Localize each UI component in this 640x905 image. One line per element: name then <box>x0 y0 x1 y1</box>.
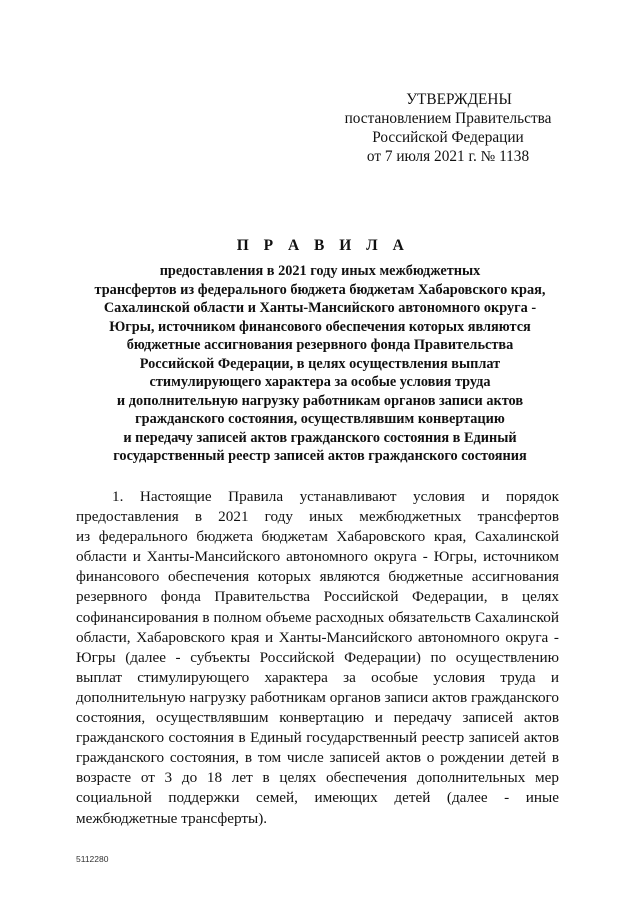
paragraph-line: гражданского состояния в Единый государственный реестр записей актов <box>76 729 559 747</box>
subtitle-line: Югры, источником финансового обеспечения которых являются <box>109 318 531 335</box>
paragraph-line: Югры (далее - субъекты Российской Федерации) по осуществлению <box>76 648 559 666</box>
subtitle-line: Российской Федерации, в целях осуществления выплат <box>139 355 501 372</box>
paragraph-line: межбюджетные трансферты). <box>76 809 268 827</box>
approval-line: постановлением Правительства <box>344 110 552 127</box>
paragraph-line: софинансирования в полном объеме расходных обязательств Сахалинской <box>76 608 559 626</box>
approval-line: Российской Федерации <box>372 129 524 146</box>
paragraph-line: предоставления в 2021 году иных межбюджетных трансфертов <box>76 508 559 526</box>
paragraph-line: области, Хабаровского края и Ханты-Мансийского автономного округа - <box>76 628 559 646</box>
approval-block <box>338 90 558 166</box>
subtitle-line: бюджетные ассигнования резервного фонда Правительства <box>126 337 514 353</box>
paragraph-line: гражданского состояния, в том числе записей актов о рождении детей в <box>76 749 559 767</box>
subtitle-line: гражданского состояния, осуществлявшим конвертацию <box>135 411 505 427</box>
subtitle-line: государственный реестр записей актов гражданского состояния <box>113 448 527 464</box>
paragraph-line: социальной поддержки семей, имеющих детей (далее - иные <box>76 789 559 807</box>
document-code: 5112280 <box>76 854 109 864</box>
paragraph-line: из федерального бюджета бюджетам Хабаровского края, Сахалинской <box>76 528 559 546</box>
paragraph-line: 1. Настоящие Правила устанавливают условия и порядок <box>112 488 559 505</box>
approval-heading: УТВЕРЖДЕНЫ <box>406 91 512 108</box>
paragraph-line: резервного фонда Правительства Российской Федерации, в целях <box>76 588 559 606</box>
paragraph-line: выплат стимулирующего характера за особые условия труда и <box>76 668 559 686</box>
subtitle-line: и дополнительную нагрузку работникам органов записи актов <box>116 392 524 409</box>
subtitle-line: стимулирующего характера за особые условия труда <box>149 374 491 390</box>
subtitle-line: трансфертов из федерального бюджета бюджетам Хабаровского края, <box>94 281 546 298</box>
subtitle-line: предоставления в 2021 году иных межбюджетных <box>159 263 481 279</box>
document-subtitle <box>60 262 580 466</box>
paragraph-line: области и Ханты-Мансийского автономного округа - Югры, источником <box>76 548 559 566</box>
paragraph-line: возрасте от 3 до 18 лет в целях обеспечения дополнительных мер <box>76 769 559 787</box>
document-title-block <box>60 234 580 466</box>
subtitle-line: Сахалинской области и Ханты-Мансийского автономного округа - <box>103 300 537 316</box>
paragraph-1 <box>76 487 559 829</box>
subtitle-line: и передачу записей актов гражданского состояния в Единый <box>123 429 517 446</box>
paragraph-line: состояния, осуществлявшим конвертацию и передачу записей актов <box>76 709 559 727</box>
paragraph-line: финансового обеспечения которых являются бюджетные ассигнования <box>76 568 559 586</box>
paragraph-line: дополнительную нагрузку работникам органов записи актов гражданского <box>76 688 559 706</box>
approval-date-number: от 7 июля 2021 г. № 1138 <box>366 148 530 165</box>
document-title: П Р А В И Л А <box>236 237 410 254</box>
